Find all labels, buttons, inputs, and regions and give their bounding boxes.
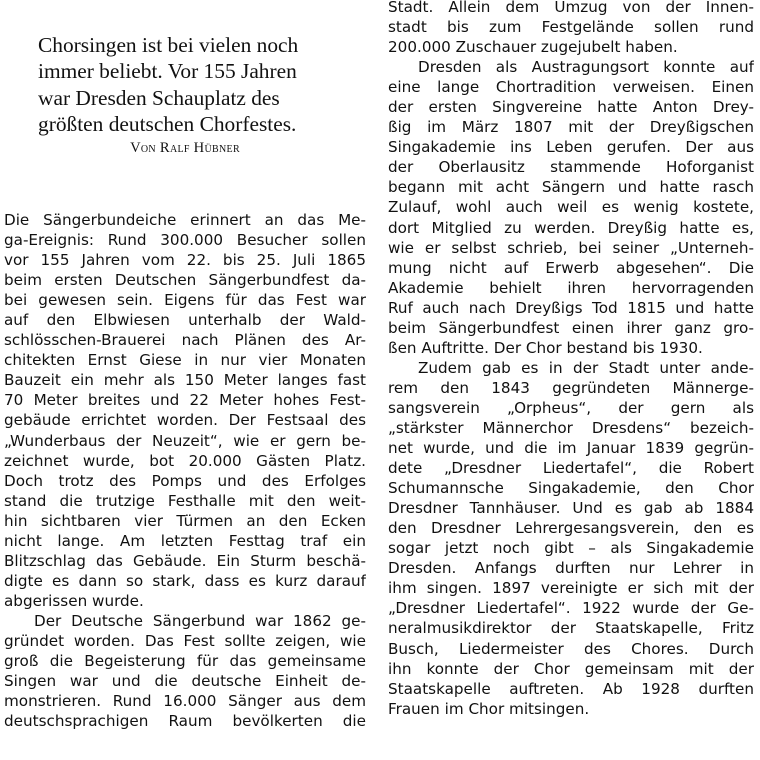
text-line: zeichnet wurde, bot 20.000 Gästen Platz. [4,451,366,470]
byline-author: Ralf Hübner [159,140,240,156]
text-line: Bauzeit ein mehr als 150 Meter langes fast [4,371,366,390]
text-line: ga-Ereignis: Rund 300.000 Besucher sollen [4,231,366,250]
headline-line: Chorsingen ist bei vielen noch [38,33,299,57]
text-line: chitekten Ernst Giese in nur vier Monaten [4,351,366,370]
text-line: ßig im März 1807 mit der Dreyßigschen [388,118,754,137]
text-line: hin sichtbaren vier Türmen an den Ecken [4,511,366,530]
text-line: Stadt. Allein dem Umzug von der Innen- [388,0,754,16]
text-line: Dresden. Anfangs durften nur Lehrer in [388,559,754,578]
text-line: dete „Dresdner Liedertafel“, die Robert [388,459,754,478]
text-line: eine lange Chortradition verweisen. Einen [388,78,754,97]
text-line: bei gewesen sein. Eigens für das Fest war [4,291,366,310]
text-line: 70 Meter breites und 22 Meter hohes Fest- [4,391,366,410]
text-line: ihm singen. 1897 vereinigte er sich mit der [388,579,754,598]
headline-line: immer beliebt. Vor 155 Jahren [38,59,297,84]
article-body-left [4,210,366,731]
text-line: der Oberlausitz stammende Hoforganist [388,158,754,177]
article-body-right [388,0,754,719]
text-line: Doch trotz des Pomps und des Erfolges [4,471,366,490]
text-line: beim Sängerbundfest einen ihrer ganz gro- [388,318,754,337]
headline-line: größten deutschen Chorfestes. [38,112,297,137]
text-line: auf den Elbwiesen unterhalb der Wald- [4,311,366,330]
text-line: „Dresdner Liedertafel“. 1922 wurde der Ge- [388,599,754,618]
text-line: stand die trutzige Festhalle mit den weit- [4,491,366,510]
paragraph [4,611,366,731]
text-line: rem den 1843 gegründeten Männerge- [388,378,754,397]
text-line: groß die Begeisterung für das gemeinsame [4,652,366,671]
text-line: Singen war und die deutsche Einheit de- [4,672,366,691]
text-line: „stärkster Männerchor Dresdens“ bezeich- [388,418,754,437]
text-line: „Wunderbaus der Neuzeit“, wie er gern be- [4,431,366,450]
text-line: Dresden als Austragungsort konnte auf [418,58,754,77]
text-line: Busch, Liedermeister des Chores. Durch [388,639,754,658]
text-line: nicht lange. Am letzten Festtag traf ein [4,531,366,550]
text-line: stadt bis zum Festgelände sollen rund [388,18,754,37]
headline-line: war Dresden Schauplatz des [38,85,280,110]
headline [38,32,358,138]
text-line: begann mit acht Sängern und hatte rasch [388,178,754,197]
byline [4,140,366,157]
text-line: vor 155 Jahren vom 22. bis 25. Juli 1865 [4,251,366,270]
text-line: sogar jetzt noch gibt – als Singakademie [388,539,754,558]
text-line: abgerissen wurde. [4,591,144,610]
text-line: Schumannsche Singakademie, den Chor [388,479,754,498]
text-line: sangsverein „Orpheus“, der gern als [388,398,754,417]
paragraph [388,358,754,719]
paragraph [388,57,754,358]
text-line: monstrieren. Rund 16.000 Sänger aus dem [4,692,366,711]
text-line: gebäude errichtet worden. Der Festsaal des [4,411,366,430]
text-line: mung nicht auf Erwerb abgesehen“. Die [388,258,754,277]
paragraph [388,0,754,57]
byline-prefix: Von [130,140,156,156]
text-line: der ersten Singvereine hatte Anton Drey- [388,98,754,117]
text-line: ßen Auftritte. Der Chor bestand bis 1930. [388,338,703,357]
text-line: Ruf auch nach Dreyßigs Tod 1815 und hatte [388,298,754,317]
text-line: digte es dann so stark, dass es kurz darauf [4,571,366,590]
text-line: Zulauf, wohl auch weil es wenig kostete, [388,198,754,217]
text-line: Staatskapelle auftreten. Ab 1928 durften [388,679,754,698]
text-line: net wurde, und die im Januar 1839 gegrün- [388,439,754,458]
text-line: ihn konnte der Chor gemeinsam mit der [388,659,754,678]
text-line: beim ersten Deutschen Sängerbundfest da- [4,271,366,290]
text-line: gründet worden. Das Fest sollte zeigen, wie [4,631,366,650]
text-line: Singakademie ins Leben gerufen. Der aus [388,138,754,157]
text-line: wie er selbst schrieb, bei seiner „Unterneh- [388,238,754,257]
text-line: schlösschen-Brauerei nach Plänen des Ar- [4,331,366,350]
text-line: deutschsprachigen Raum bevölkerten die [4,712,366,731]
text-line: Frauen im Chor mitsingen. [388,699,590,718]
text-line: Blitzschlag das Gebäude. Ein Sturm beschä- [4,551,366,570]
text-line: Die Sängerbundeiche erinnert an das Me- [4,211,366,229]
text-line: den Dresdner Lehrergesangsverein, den es [388,519,754,538]
text-line: Akademie behielt ihren hervorragenden [388,278,754,297]
text-line: Zudem gab es in der Stadt unter ande- [418,358,754,377]
paragraph [4,210,366,611]
text-line: neralmusikdirektor der Staatskapelle, Fritz [388,619,754,638]
text-line: Dresdner Tannhäuser. Und es gab ab 1884 [388,499,754,518]
text-line: Der Deutsche Sängerbund war 1862 ge- [34,611,366,630]
text-line: dort Mitglied zu werden. Dreyßig hatte es, [388,218,754,237]
text-line: 200.000 Zuschauer zugejubelt haben. [388,38,678,57]
